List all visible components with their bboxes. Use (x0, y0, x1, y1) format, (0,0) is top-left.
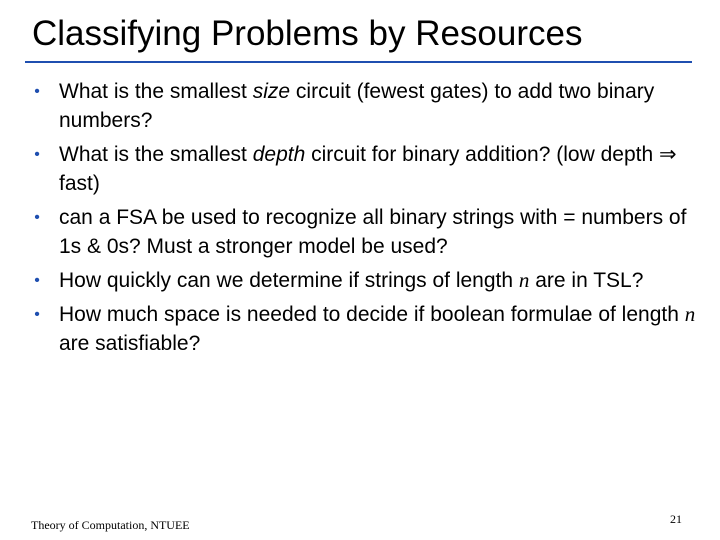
bullet-item-4 (30, 266, 700, 295)
bullet-text: How quickly can we determine if strings of length (59, 269, 519, 292)
bullet-text: circuit (fewest gates) to add two binary numbers? (59, 80, 655, 132)
footer-text: Theory of Computation, NTUEE (31, 518, 190, 532)
bullet-text: circuit for binary addition? (low depth (305, 143, 659, 166)
title-underline (25, 61, 692, 63)
emphasis-size: size (252, 80, 291, 103)
bullet-list (30, 77, 700, 363)
bullet-text: are in TSL? (529, 269, 644, 292)
bullet-text: What is the smallest (59, 143, 253, 166)
page-number: 21 (670, 512, 682, 526)
bullet-text: fast) (59, 172, 100, 195)
bullet-icon: • (34, 83, 40, 100)
variable-n: n (684, 302, 696, 326)
bullet-text: can a FSA be used to recognize all binary strings with = numbers of 1s & 0s? Must a stronger model be used? (59, 206, 687, 258)
bullet-item-5 (30, 300, 700, 358)
bullet-text: are satisfiable? (59, 332, 201, 355)
bullet-icon: • (34, 209, 40, 226)
bullet-icon: • (34, 272, 40, 289)
bullet-icon: • (34, 146, 40, 163)
variable-n: n (518, 268, 530, 292)
emphasis-depth: depth (252, 143, 306, 166)
bullet-text: What is the smallest (59, 80, 253, 103)
bullet-item-3 (30, 203, 700, 261)
bullet-icon: • (34, 306, 40, 323)
slide-title: Classifying Problems by Resources (32, 14, 583, 53)
bullet-text: How much space is needed to decide if boolean formulae of length (59, 303, 685, 326)
bullet-item-2 (30, 140, 700, 198)
bullet-item-1 (30, 77, 700, 135)
implies-icon: ⇒ (658, 143, 677, 166)
